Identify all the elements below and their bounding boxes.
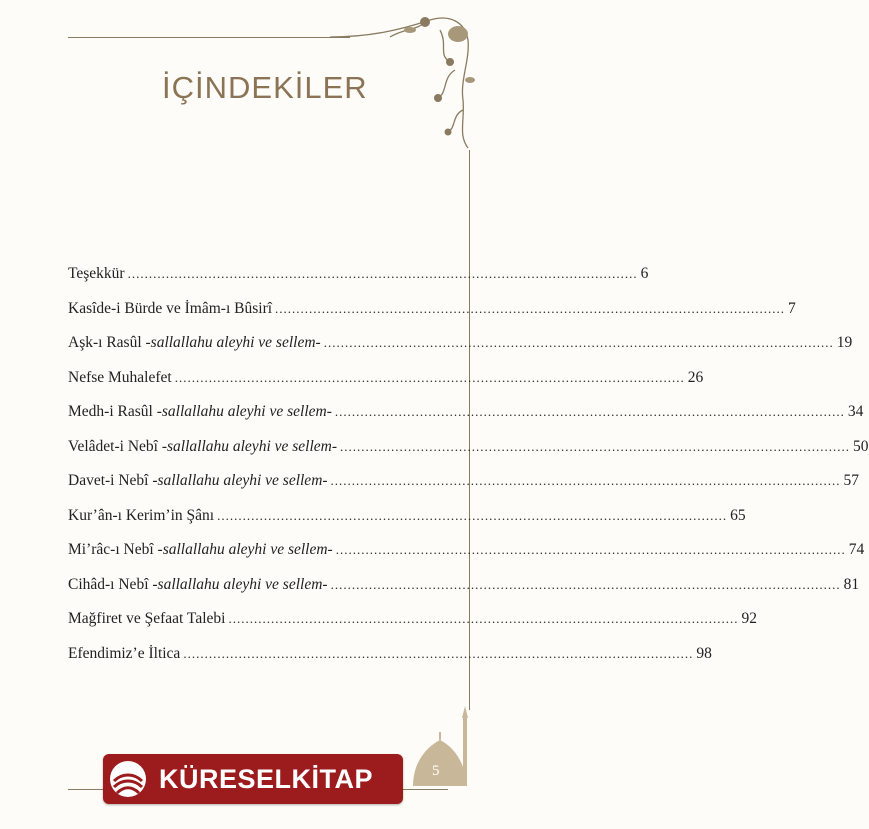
toc-entry-title: Mi’râc-ı Nebî -sallallahu aleyhi ve sellem- bbox=[68, 541, 333, 558]
toc-leader-dots: ........................................................................................................................ bbox=[335, 542, 846, 557]
toc-entry-page: 19 bbox=[836, 334, 853, 351]
toc-leader-dots: ........................................................................................................................ bbox=[330, 473, 841, 488]
toc-entry-page: 98 bbox=[696, 644, 712, 662]
toc-entry-title: Kasîde-i Bürde ve İmâm-ı Bûsirî bbox=[68, 299, 273, 317]
toc-entry bbox=[68, 437, 869, 473]
top-rule bbox=[68, 37, 350, 38]
toc-entry bbox=[68, 299, 796, 335]
toc-entry bbox=[68, 541, 865, 576]
toc-entry-page: 26 bbox=[687, 368, 704, 386]
toc-entry-title: Kur’ân-ı Kerim’in Şânı bbox=[68, 506, 215, 524]
toc-entry bbox=[68, 575, 860, 611]
toc-leader-dots: ........................................................................................................................ bbox=[340, 438, 851, 454]
toc-entry bbox=[68, 644, 712, 680]
toc-entry bbox=[68, 403, 864, 438]
toc-leader-dots: ........................................................................................................................ bbox=[330, 576, 841, 592]
toc-entry-title: Teşekkür bbox=[68, 265, 125, 282]
toc-leader-dots: ........................................................................................................................ bbox=[217, 507, 728, 523]
toc-entry-page: 50 bbox=[853, 437, 869, 455]
watermark-brand: KÜRESELKİTAP bbox=[159, 763, 374, 794]
toc-leader-dots: ........................................................................................................................ bbox=[228, 611, 739, 626]
toc-leader-dots: ........................................................................................................................ bbox=[275, 300, 786, 316]
globe-icon bbox=[103, 754, 153, 804]
toc-entry-page: 6 bbox=[640, 265, 649, 282]
toc-leader-dots: ........................................................................................................................ bbox=[183, 645, 694, 661]
toc-entry-page: 7 bbox=[788, 299, 796, 317]
toc-entry-page: 57 bbox=[843, 472, 860, 489]
toc-entry-title: Mağfiret ve Şefaat Talebi bbox=[68, 610, 226, 627]
toc-entry bbox=[68, 610, 757, 645]
toc-entry bbox=[68, 506, 746, 542]
toc-entry-title: Efendimiz’e İltica bbox=[68, 644, 181, 662]
table-of-contents bbox=[68, 265, 869, 679]
toc-entry-title: Velâdet-i Nebî -sallallahu aleyhi ve sellem- bbox=[68, 437, 338, 455]
toc-entry bbox=[68, 368, 704, 404]
toc-leader-dots: ........................................................................................................................ bbox=[323, 335, 834, 350]
toc-entry bbox=[68, 334, 853, 369]
toc-leader-dots: ........................................................................................................................ bbox=[174, 369, 685, 385]
toc-leader-dots: ........................................................................................................................ bbox=[127, 266, 638, 281]
toc-entry-title: Nefse Muhalefet bbox=[68, 368, 172, 386]
toc-entry-page: 65 bbox=[730, 506, 746, 524]
page-title: İÇİNDEKİLER bbox=[162, 70, 368, 105]
toc-entry-page: 34 bbox=[847, 403, 864, 420]
toc-entry-page: 74 bbox=[848, 541, 865, 558]
toc-entry-page: 92 bbox=[741, 610, 757, 627]
toc-entry bbox=[68, 265, 649, 300]
toc-entry bbox=[68, 472, 860, 507]
toc-entry-title: Davet-i Nebî -sallallahu aleyhi ve sellem- bbox=[68, 472, 328, 489]
toc-entry-title: Cihâd-ı Nebî -sallallahu aleyhi ve sellem- bbox=[68, 575, 328, 593]
mosque-ornament bbox=[408, 706, 478, 786]
page-number: 5 bbox=[432, 763, 440, 779]
toc-leader-dots: ........................................................................................................................ bbox=[334, 404, 845, 419]
toc-entry-title: Aşk-ı Rasûl -sallallahu aleyhi ve sellem- bbox=[68, 334, 321, 351]
watermark-logo bbox=[103, 754, 403, 804]
toc-entry-title: Medh-i Rasûl -sallallahu aleyhi ve sellem- bbox=[68, 403, 332, 420]
toc-entry-page: 81 bbox=[843, 575, 860, 593]
